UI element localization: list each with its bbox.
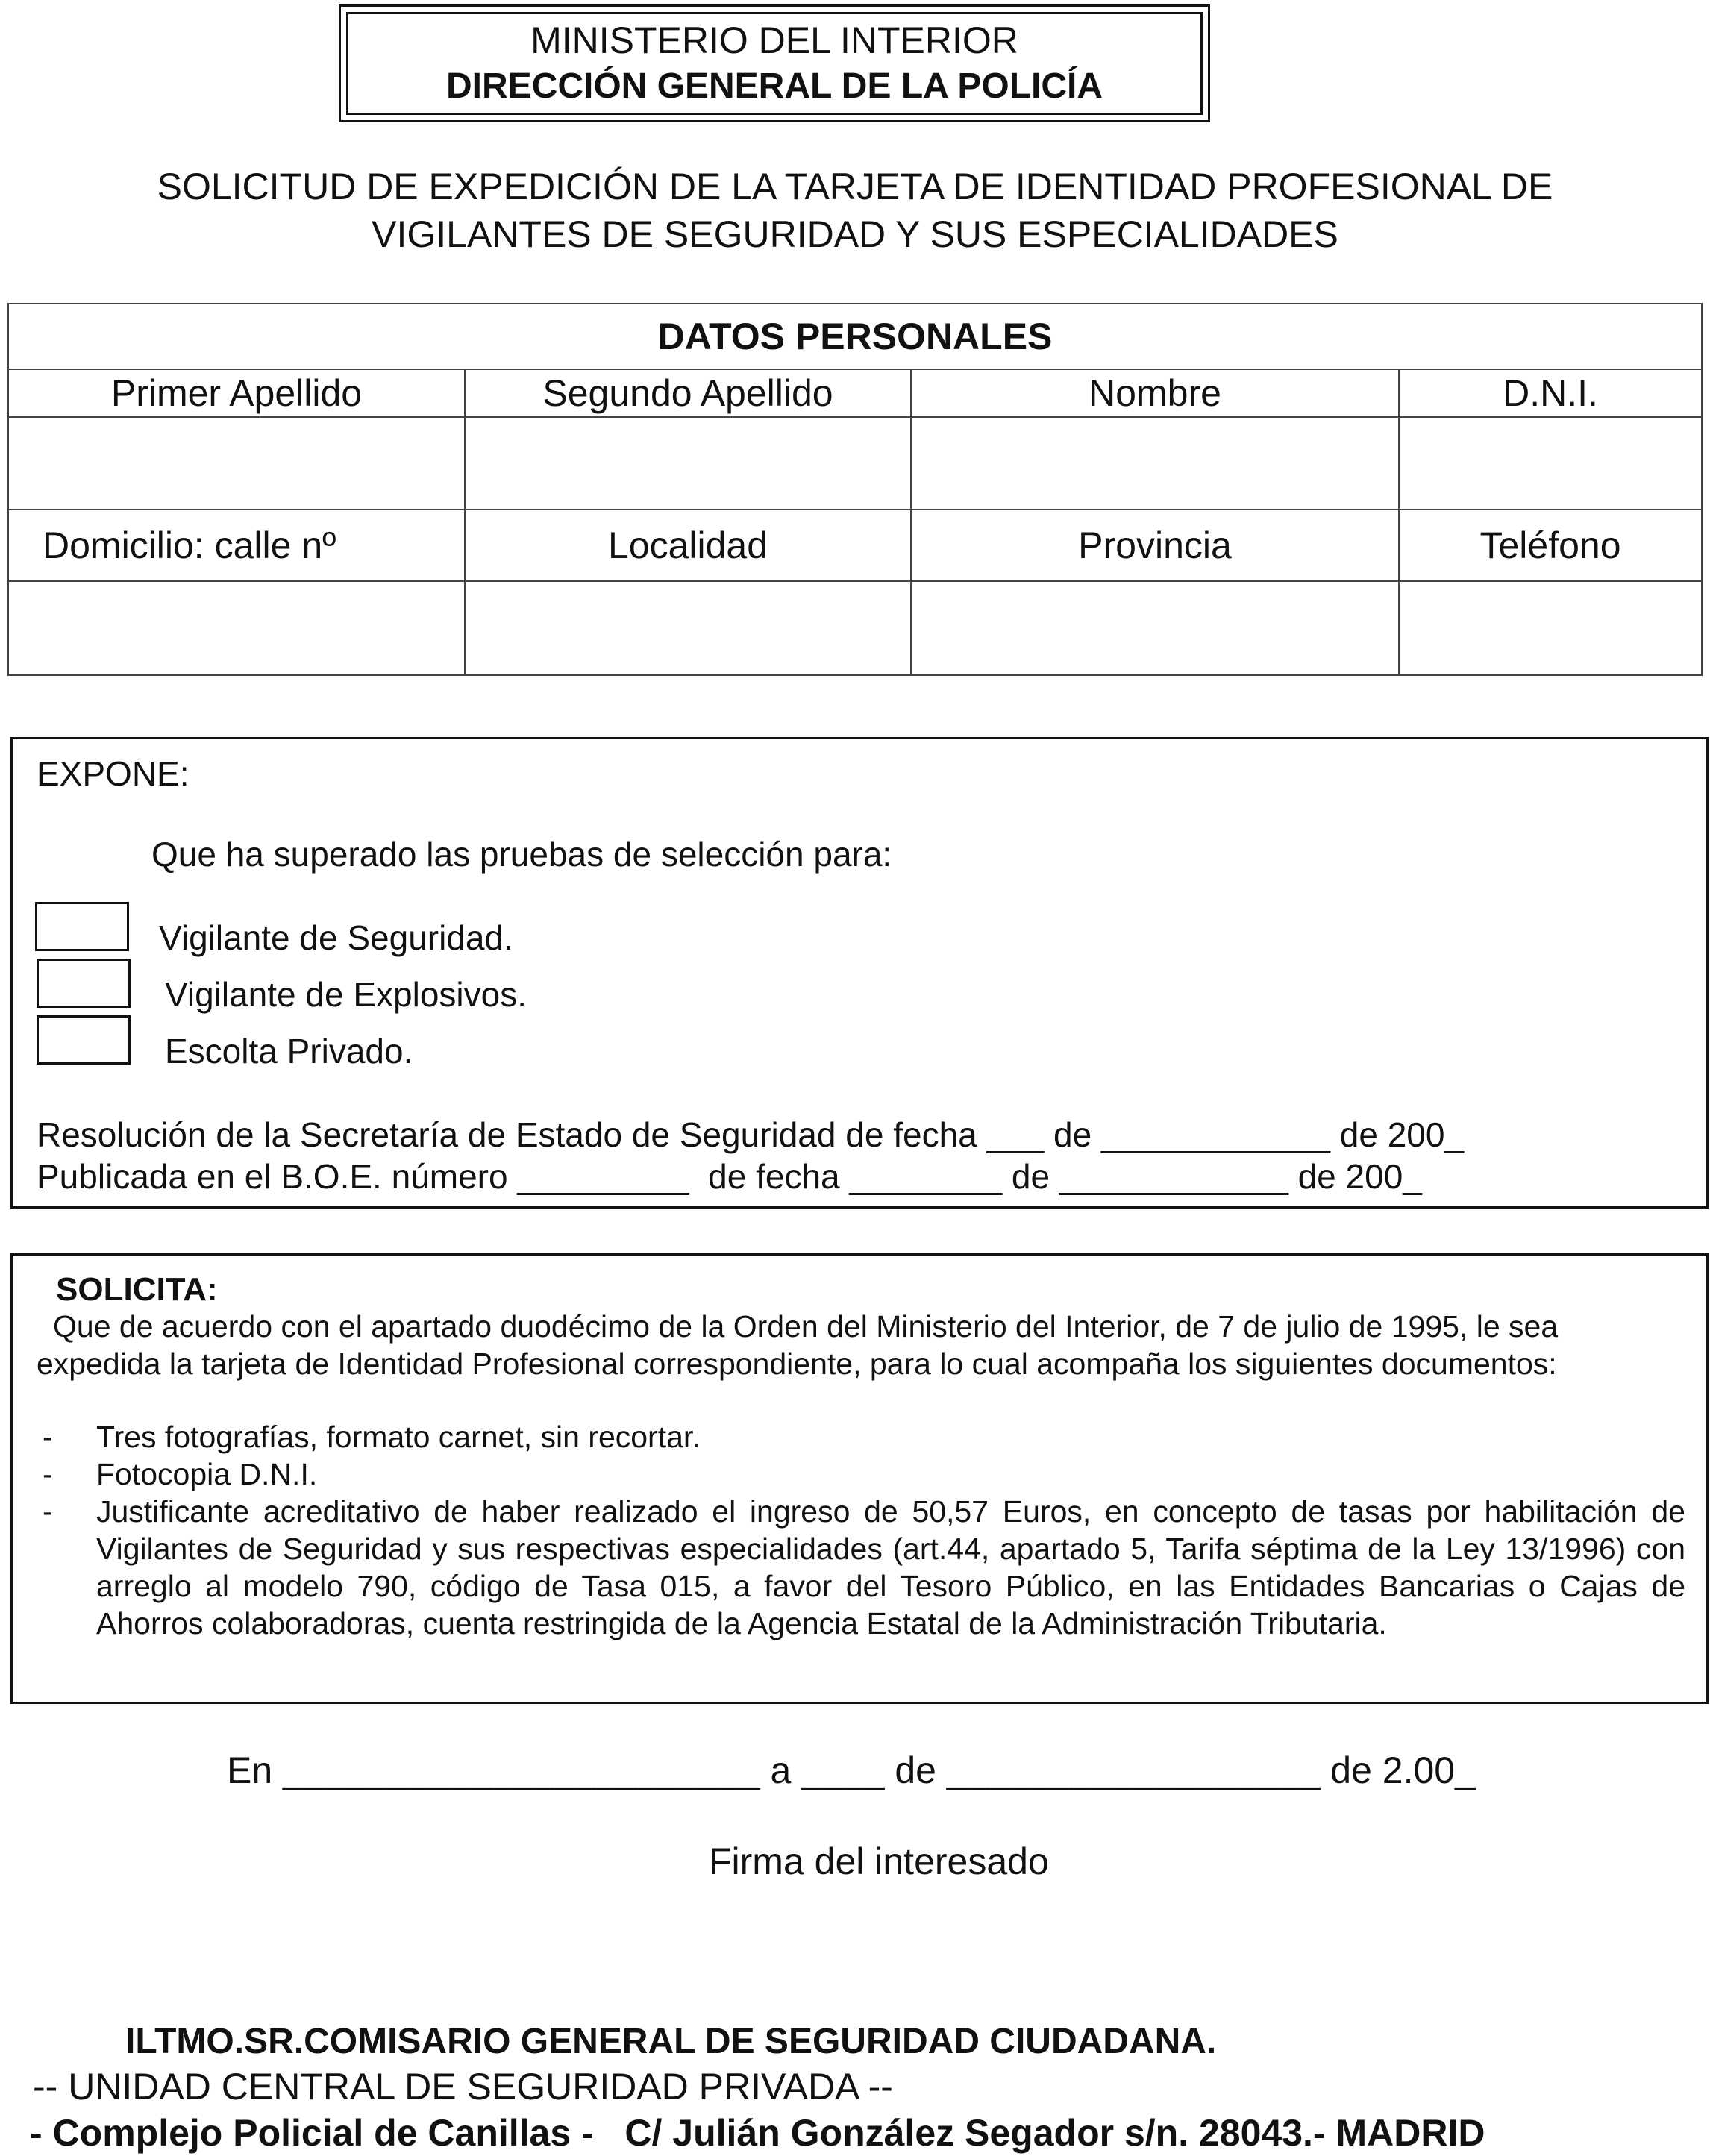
personal-data-heading: DATOS PERSONALES (8, 304, 1702, 369)
expone-intro: Que ha superado las pruebas de selección para: (151, 835, 892, 874)
field-dni[interactable] (1399, 417, 1702, 510)
checkbox-escolta-privado[interactable] (37, 1015, 131, 1065)
solicita-section (10, 1253, 1709, 1704)
doc-item-justificante: Justificante acreditativo de haber realizado el ingreso de 50,57 Euros, en concepto de tasas por habilitación de Vigilantes de Seguridad y sus respectivas especialidades (art.44, apartado 5, Tarifa séptima de la Ley 13/1996) con arreglo al modelo 790, código de Tasa 015, a favor del Tesoro Público, en las Entidades Bancarias o Cajas de Ahorros colaboradoras, cuenta restringida de la Agencia Estatal de la Administración Tributaria. (96, 1494, 1685, 1640)
solicita-heading: SOLICITA: (56, 1271, 218, 1308)
label-provincia: Provincia (911, 510, 1399, 581)
doc-item-fotocopia-dni: Fotocopia D.N.I. (96, 1457, 318, 1491)
form-title-line1: SOLICITUD DE EXPEDICIÓN DE LA TARJETA DE IDENTIDAD PROFESIONAL DE (157, 166, 1553, 207)
form-title (0, 163, 1710, 258)
field-nombre[interactable] (911, 417, 1399, 510)
doc-item-fotografias: Tres fotografías, formato carnet, sin recortar. (96, 1420, 701, 1454)
place-date-line: En _______________________ a ____ de __________________ de 2.00_ (227, 1749, 1476, 1791)
label-localidad: Localidad (465, 510, 911, 581)
field-provincia[interactable] (911, 581, 1399, 675)
option-escolta-privado: Escolta Privado. (165, 1032, 413, 1071)
bullet-dash: - (43, 1420, 53, 1454)
footer-unit: -- UNIDAD CENTRAL DE SEGURIDAD PRIVADA -- (33, 2066, 893, 2108)
form-title-line2: VIGILANTES DE SEGURIDAD Y SUS ESPECIALIDADES (372, 213, 1338, 255)
option-vigilante-explosivos: Vigilante de Explosivos. (165, 975, 527, 1014)
label-telefono: Teléfono (1399, 510, 1702, 581)
solicita-para-line1: Que de acuerdo con el apartado duodécimo de la Orden del Ministerio del Interior, de 7 de julio de 1995, le sea (53, 1309, 1559, 1344)
field-domicilio[interactable] (8, 581, 465, 675)
footer-addressee: ILTMO.SR.COMISARIO GENERAL DE SEGURIDAD CIUDADANA. (125, 2022, 1217, 2061)
checkbox-vigilante-seguridad[interactable] (35, 902, 129, 951)
expone-heading: EXPONE: (37, 754, 190, 793)
label-dni: D.N.I. (1399, 369, 1702, 417)
field-localidad[interactable] (465, 581, 911, 675)
signature-label: Firma del interesado (709, 1840, 1049, 1882)
ministry-name: MINISTERIO DEL INTERIOR (530, 19, 1018, 61)
label-primer-apellido: Primer Apellido (8, 369, 465, 417)
label-nombre: Nombre (911, 369, 1399, 417)
ministry-header-box (339, 4, 1210, 122)
field-primer-apellido[interactable] (8, 417, 465, 510)
ministry-header-inner (346, 12, 1203, 115)
bullet-dash: - (43, 1457, 53, 1491)
personal-data-table (7, 303, 1703, 676)
bullet-dash: - (43, 1494, 53, 1529)
checkbox-vigilante-explosivos[interactable] (37, 959, 131, 1008)
expone-section (10, 737, 1709, 1209)
footer-address: - Complejo Policial de Canillas - C/ Julián González Segador s/n. 28043.- MADRID (30, 2112, 1485, 2154)
option-vigilante-seguridad: Vigilante de Seguridad. (159, 918, 513, 957)
field-segundo-apellido[interactable] (465, 417, 911, 510)
publicada-line: Publicada en el B.O.E. número _________ de fecha ________ de ____________ de 200_ (37, 1157, 1422, 1196)
resolucion-line: Resolución de la Secretaría de Estado de Seguridad de fecha ___ de ____________ de 200_ (37, 1115, 1465, 1154)
field-telefono[interactable] (1399, 581, 1702, 675)
label-segundo-apellido: Segundo Apellido (465, 369, 911, 417)
label-domicilio: Domicilio: calle nº (8, 510, 465, 581)
directorate-name: DIRECCIÓN GENERAL DE LA POLICÍA (445, 66, 1103, 106)
solicita-para-line2: expedida la tarjeta de Identidad Profesional correspondiente, para lo cual acompaña los siguientes documentos: (37, 1347, 1557, 1381)
